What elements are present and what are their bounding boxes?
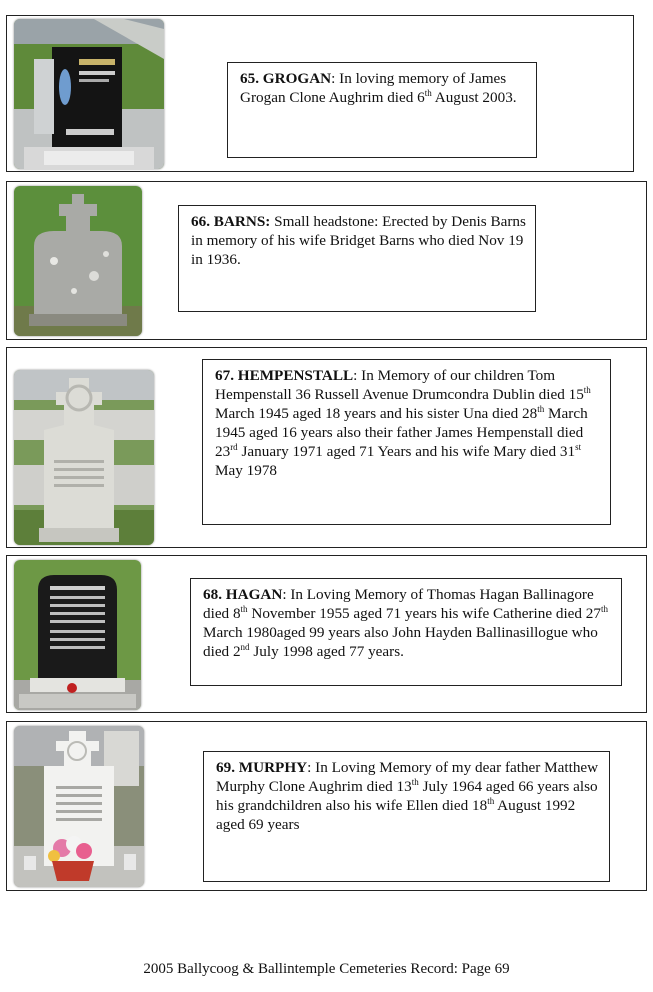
headstone-photo-68 [14,560,141,710]
headstone-photo-69 [14,726,144,887]
headstone-photo-67 [14,370,154,545]
entry-name: 68. HAGAN [203,586,283,603]
page-footer: 2005 Ballycoog & Ballintemple Cemeteries Record: Page 69 [143,961,510,977]
entry-text-65: 65. GROGAN: In loving memory of James Grogan Clone Aughrim died 6th August 2003. [227,62,537,158]
entry-name: 65. GROGAN [240,70,332,87]
entry-text-69: 69. MURPHY: In Loving Memory of my dear father Matthew Murphy Clone Aughrim died 13th July 1964 aged 66 years also his grandchildren also his wife Ellen died 18th August 1992 aged 69 years [203,751,610,882]
entry-text-67: 67. HEMPENSTALL: In Memory of our children Tom Hempenstall 36 Russell Avenue Drumcondra Dublin died 15th March 1945 aged 18 years and his sister Una died 28th March 1945 aged 16 years also their father James Hempenstall died 23rd January 1971 aged 71 Years and his wife Mary died 31st May 1978 [202,359,611,525]
entry-text-66: 66. BARNS: Small headstone: Erected by Denis Barns in memory of his wife Bridget Barns who died Nov 19 in 1936. [178,205,536,312]
entry-name: 66. BARNS: [191,213,271,230]
entry-text-68: 68. HAGAN: In Loving Memory of Thomas Hagan Ballinagore died 8th November 1955 aged 71 years his wife Catherine died 27th March 1980aged 99 years also John Hayden Ballinasillogue who died 2nd July 1998 aged 77 years. [190,578,622,686]
headstone-photo-65 [14,19,164,169]
entry-name: 69. MURPHY [216,759,308,776]
entry-name: 67. HEMPENSTALL [215,367,354,384]
headstone-photo-66 [14,186,142,336]
